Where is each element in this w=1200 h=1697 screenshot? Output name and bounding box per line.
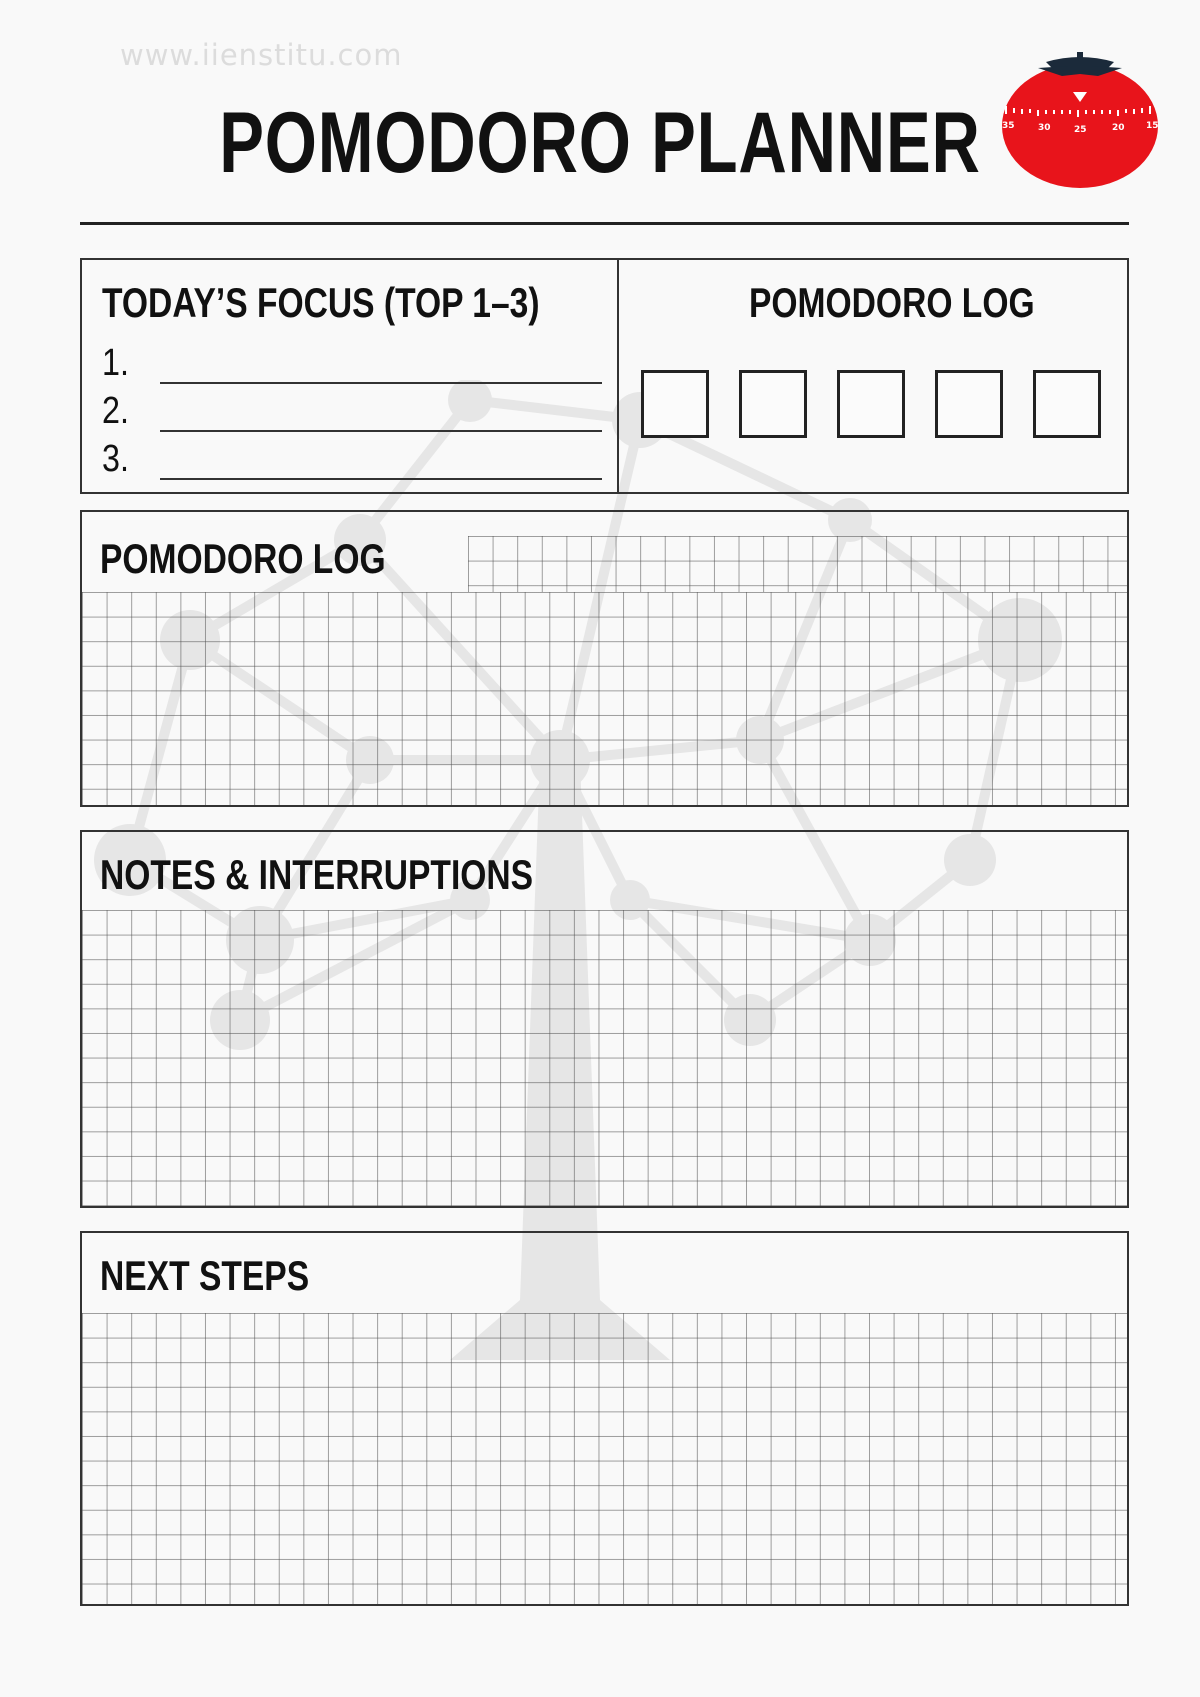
focus-item-number: 1.: [102, 342, 129, 384]
pomodoro-checkbox[interactable]: [641, 370, 709, 438]
title-divider: [80, 222, 1129, 225]
tomato-timer-icon: [998, 50, 1162, 190]
watermark-url: www.iienstitu.com: [120, 38, 403, 72]
next-steps-grid[interactable]: [82, 1313, 1127, 1604]
pomodoro-log-title: POMODORO LOG: [749, 279, 1035, 326]
focus-item[interactable]: [102, 438, 602, 486]
dial-label: 25: [1074, 125, 1087, 135]
notes-panel: [80, 830, 1129, 1208]
focus-item-line: [160, 478, 602, 480]
panel-divider: [617, 260, 619, 492]
pomodoro-log-grid[interactable]: [82, 592, 1127, 805]
next-steps-title: NEXT STEPS: [100, 1252, 310, 1299]
dial-label: 30: [1038, 123, 1051, 133]
dial-label: 15: [1146, 121, 1159, 131]
pomodoro-log-grid-title: POMODORO LOG: [100, 535, 386, 582]
pomodoro-checkbox[interactable]: [739, 370, 807, 438]
pomodoro-log-grid[interactable]: [468, 536, 1127, 592]
dial-label: 35: [1002, 121, 1015, 131]
pomodoro-log-grid-panel: [80, 510, 1129, 807]
pomodoro-checkbox[interactable]: [837, 370, 905, 438]
focus-item-number: 2.: [102, 390, 129, 432]
pomodoro-checkbox[interactable]: [1033, 370, 1101, 438]
focus-title: TODAY’S FOCUS (TOP 1–3): [102, 279, 540, 326]
page-title: POMODORO PLANNER: [219, 95, 981, 191]
focus-and-log-panel: [80, 258, 1129, 494]
focus-item-line: [160, 382, 602, 384]
dial-label: 20: [1112, 123, 1125, 133]
focus-item[interactable]: [102, 342, 602, 390]
next-steps-panel: [80, 1231, 1129, 1606]
notes-title: NOTES & INTERRUPTIONS: [100, 851, 534, 898]
notes-grid[interactable]: [82, 910, 1127, 1206]
focus-item[interactable]: [102, 390, 602, 438]
pomodoro-checkbox[interactable]: [935, 370, 1003, 438]
focus-item-number: 3.: [102, 438, 129, 480]
focus-item-line: [160, 430, 602, 432]
